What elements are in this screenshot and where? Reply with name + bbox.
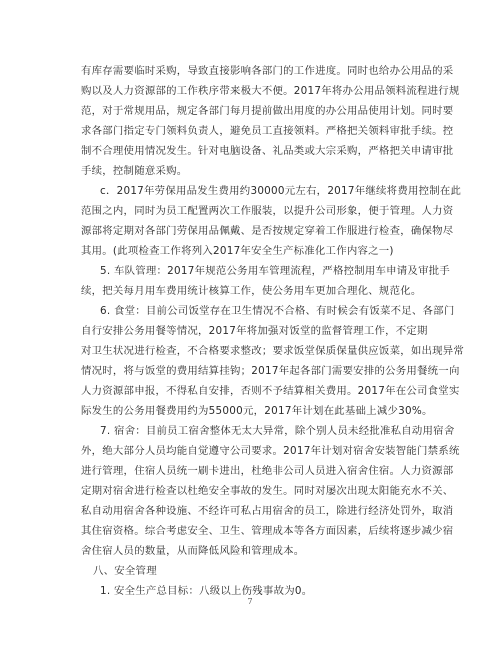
paragraph-line: 人力资源部申报，不得私自安排，否则不予结算相关费用。2017年在公司食堂实 — [81, 385, 460, 397]
paragraph-line: 定期对宿舍进行检查以杜绝安全事故的发生。同时对屡次出现太阳能充水不关、 — [81, 485, 454, 497]
paragraph-line: 进行管理，住宿人员统一刷卡进出，杜绝非公司人员进入宿舍住宿。人力资源部 — [81, 465, 454, 477]
paragraph-line: 求各部门指定专门领料负责人，避免员工直接领料。严格把关领料审批手续。控 — [81, 125, 454, 137]
section-heading: 八、安全管理 — [93, 565, 157, 577]
paragraph-line: 对卫生状况进行检查，不合格要求整改；要求饭堂保质保量供应饭菜，如出现异常 — [81, 345, 465, 357]
paragraph-line: 范围之内，同时为员工配置两次工作服装，以提升公司形象，便于管理。人力资 — [81, 205, 454, 217]
page-number: 7 — [247, 597, 253, 606]
paragraph-line: 自行安排公务用餐等情况，2017年将加强对饭堂的监督管理工作，不定期 — [81, 325, 428, 337]
paragraph-line: 制不合理使用情况发生。针对电脑设备、礼品类或大宗采购，严格把关申请审批 — [81, 145, 454, 157]
paragraph-line: 其用。(此项检查工作将列入2017年安全生产标准化工作内容之一) — [81, 245, 394, 257]
paragraph-line: 舍住宿人员的数量，从而降低风险和管理成本。 — [81, 545, 305, 557]
paragraph-line: 1. 安全生产总目标：八级以上伤残事故为0。 — [100, 585, 313, 597]
paragraph-line: 续，把关每月用车费用统计核算工作，使公务用车更加合理化、规范化。 — [81, 285, 422, 297]
paragraph-line: 购以及人力资源部的工作秩序带来极大不便。2017年将办公用品领料流程进行规 — [81, 85, 460, 97]
paragraph-line: 外，绝大部分人员均能自觉遵守公司要求。2017年计划对宿舍安装智能门禁系统 — [81, 445, 460, 457]
paragraph-line: 5. 车队管理：2017年规范公务用车管理流程，严格控制用车申请及审批手 — [100, 265, 450, 277]
paragraph-line: 范，对于常规用品，规定各部门每月提前做出用度的办公用品使用计划。同时要 — [81, 105, 454, 117]
paragraph-line: 6. 食堂：目前公司饭堂存在卫生情况不合格、有时候会有饭菜不足、各部门 — [100, 305, 455, 317]
paragraph-line: 其住宿资格。综合考虑安全、卫生、管理成本等各方面因素，后续将逐步减少宿 — [81, 525, 454, 537]
paragraph-line: 手续，控制随意采购。 — [81, 165, 188, 177]
paragraph-line: 源部将定期对各部门劳保用品佩戴、是否按规定穿着工作服进行检查，确保物尽 — [81, 225, 454, 237]
paragraph-line: 私自动用宿舍各种设施、不经许可私占用宿舍的员工，除进行经济处罚外，取消 — [81, 505, 454, 517]
paragraph-line: 有库存需要临时采购，导致直接影响各部门的工作进度。同时也给办公用品的采 — [81, 65, 454, 77]
paragraph-line: 际发生的公务用餐费用约为55000元，2017年计划在此基础上减少30%。 — [81, 405, 433, 417]
paragraph-line: 情况时，将与饭堂的费用结算挂钩；2017年起各部门需要安排的公务用餐统一向 — [81, 365, 460, 377]
paragraph-line: c．2017年劳保用品发生费用约30000元左右，2017年继续将费用控制在此 — [100, 185, 462, 197]
paragraph-line: 7. 宿舍：目前员工宿舍整体无太大异常，除个别人员未经批准私自动用宿舍 — [100, 425, 455, 437]
